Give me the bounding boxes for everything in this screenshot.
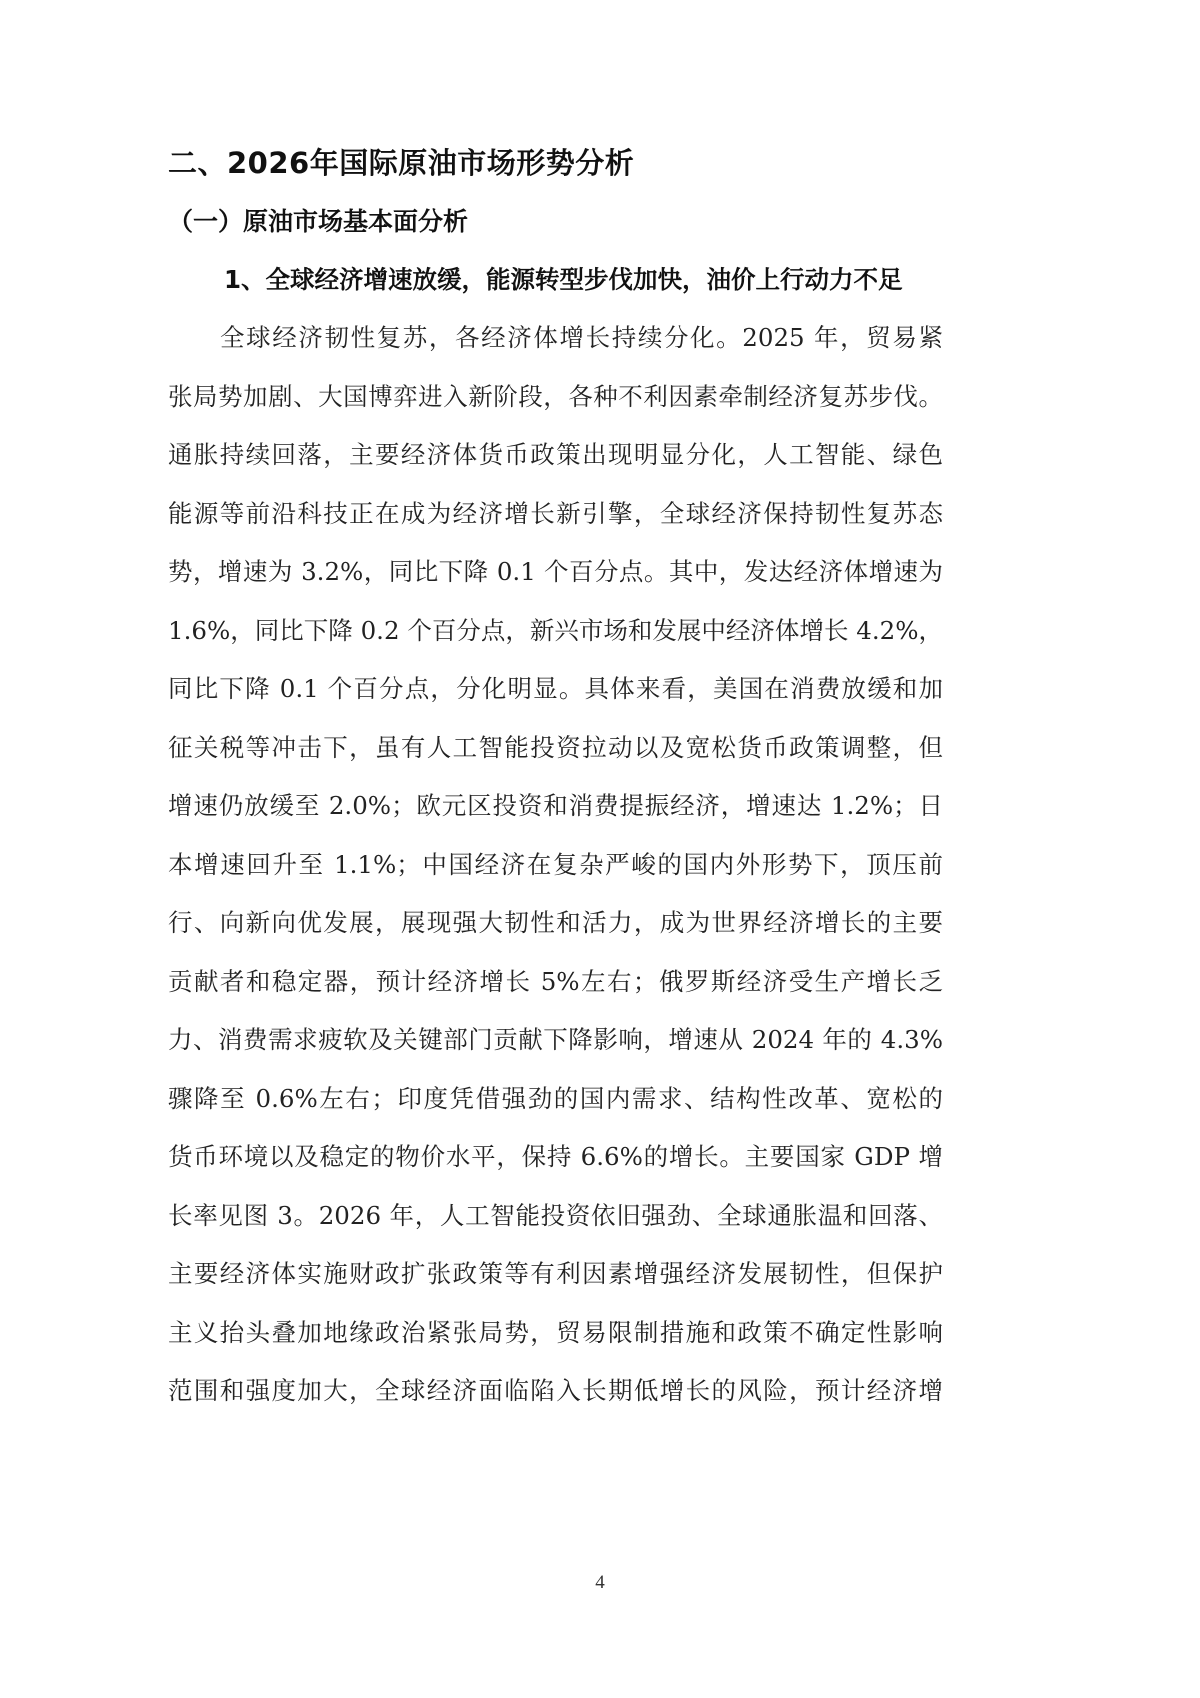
paragraph-line: 征关税等冲击下，虽有人工智能投资拉动以及宽松货币政策调整，但 [168, 732, 943, 762]
item-heading: 1、全球经济增速放缓，能源转型步伐加快，油价上行动力不足 [224, 265, 903, 294]
page-number: 4 [595, 1572, 605, 1593]
paragraph-line: 长率见图 3。2026 年，人工智能投资依旧强劲、全球通胀温和回落、 [168, 1200, 943, 1230]
paragraph-line: 行、向新向优发展，展现强大韧性和活力，成为世界经济增长的主要 [168, 908, 943, 937]
paragraph-line: 势，增速为 3.2%，同比下降 0.1 个百分点。其中，发达经济体增速为 [168, 557, 943, 586]
paragraph-line: 1.6%，同比下降 0.2 个百分点，新兴市场和发展中经济体增长 4.2%， [168, 615, 943, 645]
paragraph-line: 骤降至 0.6%左右；印度凭借强劲的国内需求、结构性改革、宽松的 [168, 1083, 943, 1113]
paragraph-line: 货币环境以及稳定的物价水平，保持 6.6%的增长。主要国家 GDP 增 [168, 1142, 943, 1171]
paragraph-line: 本增速回升至 1.1%；中国经济在复杂严峻的国内外形势下，顶压前 [168, 849, 943, 879]
paragraph-line: 通胀持续回落，主要经济体货币政策出现明显分化，人工智能、绿色 [168, 440, 943, 469]
subsection-heading: （一）原油市场基本面分析 [168, 207, 469, 236]
paragraph-line: 力、消费需求疲软及关键部门贡献下降影响，增速从 2024 年的 4.3% [168, 1025, 943, 1054]
paragraph-line: 增速仍放缓至 2.0%；欧元区投资和消费提振经济，增速达 1.2%；日 [168, 791, 943, 820]
paragraph-line: 主义抬头叠加地缘政治紧张局势，贸易限制措施和政策不确定性影响 [168, 1317, 943, 1347]
paragraph-line: 全球经济韧性复苏，各经济体增长持续分化。2025 年，贸易紧 [220, 323, 943, 352]
paragraph-line: 张局势加剧、大国博弈进入新阶段，各种不利因素牵制经济复苏步伐。 [168, 381, 943, 411]
paragraph-line: 能源等前沿科技正在成为经济增长新引擎，全球经济保持韧性复苏态 [168, 498, 943, 528]
paragraph-line: 主要经济体实施财政扩张政策等有利因素增强经济发展韧性，但保护 [168, 1259, 943, 1288]
section-heading: 二、2026年国际原油市场形势分析 [168, 146, 635, 180]
paragraph-line: 范围和强度加大，全球经济面临陷入长期低增长的风险，预计经济增 [168, 1376, 943, 1405]
body-paragraph [168, 316, 943, 1428]
paragraph-line: 同比下降 0.1 个百分点，分化明显。具体来看，美国在消费放缓和加 [168, 674, 943, 703]
paragraph-line: 贡献者和稳定器，预计经济增长 5%左右；俄罗斯经济受生产增长乏 [168, 966, 943, 996]
